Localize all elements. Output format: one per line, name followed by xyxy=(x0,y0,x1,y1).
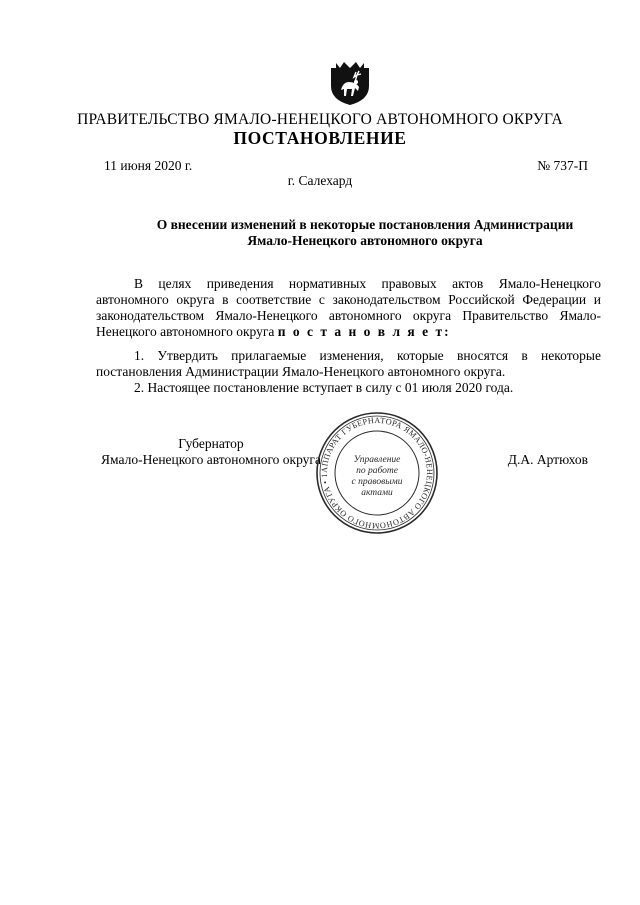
document-type: ПОСТАНОВЛЕНИЕ xyxy=(233,128,407,148)
clause-1: 1. Утвердить прилагаемые изменения, которые вносятся в некоторые постановления Администрации Ямало-Ненецкого автономного округа. xyxy=(96,348,601,379)
stamp-ring-text: АППАРАТ ГУБЕРНАТОРА ЯМАЛО-НЕНЕЦКОГО АВТОНОМНОГО ОКРУГА • 1 xyxy=(319,415,435,531)
subject-line-2: Ямало-Ненецкого автономного округа xyxy=(247,233,483,248)
stamp-line-4: актами xyxy=(361,488,393,498)
position-region: Ямало-Ненецкого автономного округа xyxy=(101,452,321,467)
government-name: ПРАВИТЕЛЬСТВО ЯМАЛО-НЕНЕЦКОГО АВТОНОМНОГО ОКРУГА xyxy=(77,111,563,128)
preamble-paragraph xyxy=(96,276,601,340)
document-date: 11 июня 2020 г. xyxy=(104,158,193,173)
signatory-position xyxy=(96,436,326,468)
stamp-line-3: с правовыми xyxy=(351,477,403,487)
official-stamp-icon xyxy=(314,410,440,536)
stamp-line-2: по работе xyxy=(356,466,398,476)
signatory-name: Д.А. Артюхов xyxy=(507,452,588,467)
preamble-text: В целях приведения нормативных правовых актов Ямало-Ненецкого автономного округа в соответствие с законодательством Российской Федерации и законодательством Ямало-Ненецкого автономного округа Правительство Ямало-Ненецкого автономного округа xyxy=(96,276,601,339)
position-title: Губернатор xyxy=(178,436,244,451)
clause-2: 2. Настоящее постановление вступает в силу с 01 июля 2020 года. xyxy=(134,380,514,395)
stamp-line-1: Управление xyxy=(353,455,401,465)
document-subject xyxy=(130,217,600,249)
resolves-word: п о с т а н о в л я е т: xyxy=(277,324,451,339)
subject-line-1: О внесении изменений в некоторые постановления Администрации xyxy=(156,217,574,232)
coat-of-arms-icon xyxy=(329,60,371,106)
document-city: г. Салехард xyxy=(287,173,353,188)
document-number: № 737-П xyxy=(537,158,588,173)
